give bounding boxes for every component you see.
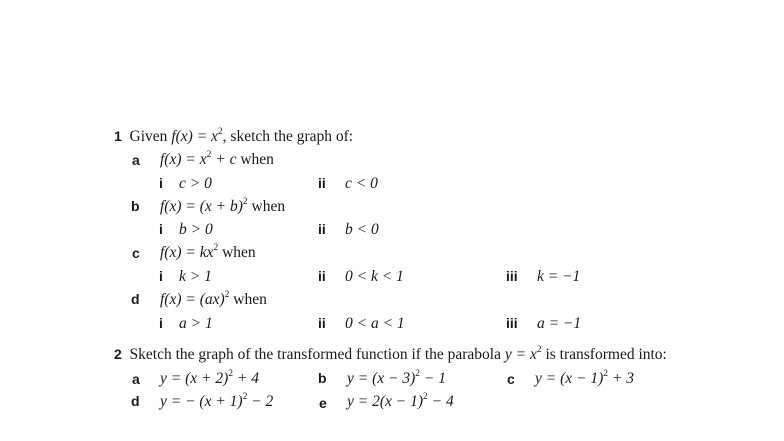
- q1a-i-condition: c > 0: [179, 175, 212, 192]
- q2-part-a: [132, 372, 140, 388]
- q1d-i-condition: a > 1: [179, 315, 213, 332]
- q1c-i: [159, 269, 163, 285]
- q1d-i: [159, 316, 163, 332]
- exponent: 2: [224, 289, 230, 300]
- part-letter: b: [318, 370, 327, 386]
- expression: f(x) = x: [160, 151, 207, 168]
- question-2-line: [114, 344, 667, 363]
- q2d-expression: [160, 391, 274, 410]
- exponent: 2: [228, 368, 234, 379]
- exponent: 2: [217, 126, 223, 137]
- part-letter: a: [132, 371, 140, 387]
- q2-part-b: [318, 371, 327, 387]
- q2-part-e: [319, 396, 327, 412]
- expression-tail: + c: [211, 151, 237, 168]
- part-letter: d: [131, 393, 140, 409]
- q1a-ii-condition: c < 0: [345, 175, 378, 192]
- when-word: when: [233, 291, 267, 308]
- q1b-ii: [318, 222, 326, 238]
- subpart-label: iii: [506, 268, 518, 284]
- q1c-iii: [506, 269, 518, 285]
- expression-tail: − 1: [420, 370, 446, 387]
- expression: y = − (x + 1): [160, 393, 243, 410]
- exponent: 2: [423, 391, 428, 402]
- exponent: 2: [242, 391, 248, 402]
- question-intro-expr: y = x: [504, 346, 537, 363]
- part-letter: e: [319, 395, 327, 411]
- q2a-expression: [160, 368, 259, 387]
- question-intro-post: , sketch the graph of:: [222, 128, 354, 145]
- q1c-iii-condition: k = −1: [537, 268, 581, 285]
- q1-part-a: [132, 153, 140, 169]
- q1c-expression: [160, 242, 256, 261]
- exponent: 2: [242, 196, 248, 207]
- subpart-label: iii: [506, 315, 518, 331]
- expression: f(x) = (x + b): [160, 198, 243, 215]
- subpart-label: i: [159, 268, 163, 284]
- q1c-i-condition: k > 1: [179, 268, 212, 285]
- question-intro-post: is transformed into:: [545, 346, 667, 363]
- question-1-line: [114, 126, 354, 145]
- expression-tail: + 3: [608, 370, 634, 387]
- cropped-next-line: [0, 434, 784, 441]
- q1a-ii: [318, 176, 326, 192]
- q1b-i-condition: b > 0: [179, 221, 213, 238]
- q1d-iii: [506, 316, 518, 332]
- q2e-expression: [347, 391, 454, 410]
- part-letter: c: [507, 371, 515, 387]
- question-number: 2: [114, 346, 122, 362]
- q1b-expression: [160, 196, 286, 215]
- q1b-ii-condition: b < 0: [345, 221, 379, 238]
- subpart-label: ii: [318, 315, 326, 331]
- expression: y = (x + 2): [160, 370, 229, 387]
- expression-tail: − 4: [427, 393, 454, 410]
- q1a-expression: [160, 149, 274, 168]
- subpart-label: ii: [318, 268, 326, 284]
- part-letter: c: [132, 245, 140, 261]
- when-word: when: [240, 151, 274, 168]
- question-intro-fx: f(x) = x: [171, 128, 218, 145]
- exponent: 2: [213, 242, 219, 253]
- expression: y = 2(x − 1): [347, 393, 424, 410]
- question-number: 1: [114, 128, 122, 144]
- part-letter: d: [131, 291, 140, 307]
- exponent: 2: [206, 149, 212, 160]
- subpart-label: i: [159, 175, 163, 191]
- q1d-expression: [160, 289, 267, 308]
- part-letter: a: [132, 152, 140, 168]
- expression: y = (x − 1): [535, 370, 604, 387]
- q1c-ii-condition: 0 < k < 1: [345, 268, 404, 285]
- expression: y = (x − 3): [347, 370, 416, 387]
- q2b-expression: [347, 368, 446, 387]
- subpart-label: i: [159, 315, 163, 331]
- q2-part-d: [131, 394, 140, 410]
- q1a-i: [159, 176, 163, 192]
- exponent: 2: [415, 368, 421, 379]
- when-word: when: [222, 244, 256, 261]
- part-letter: b: [131, 198, 140, 214]
- q1c-ii: [318, 269, 326, 285]
- subpart-label: i: [159, 221, 163, 237]
- q1-part-d: [131, 292, 140, 308]
- q1-part-b: [131, 199, 140, 215]
- expression-tail: + 4: [233, 370, 259, 387]
- q1d-iii-condition: a = −1: [537, 315, 582, 332]
- exponent: 2: [536, 344, 542, 355]
- q1-part-c: [132, 246, 140, 262]
- q1b-i: [159, 222, 163, 238]
- expression: f(x) = kx: [160, 244, 214, 261]
- expression: f(x) = (ax): [160, 291, 225, 308]
- subpart-label: ii: [318, 221, 326, 237]
- q1d-ii: [318, 316, 326, 332]
- question-intro-pre: Sketch the graph of the transformed function if the parabola: [129, 346, 501, 363]
- when-word: when: [251, 198, 286, 215]
- q1d-ii-condition: 0 < a < 1: [345, 315, 405, 332]
- question-intro-pre: Given: [129, 128, 168, 145]
- q2-part-c: [507, 372, 515, 388]
- exponent: 2: [603, 368, 609, 379]
- expression-tail: − 2: [247, 393, 274, 410]
- subpart-label: ii: [318, 175, 326, 191]
- q2c-expression: [535, 368, 634, 387]
